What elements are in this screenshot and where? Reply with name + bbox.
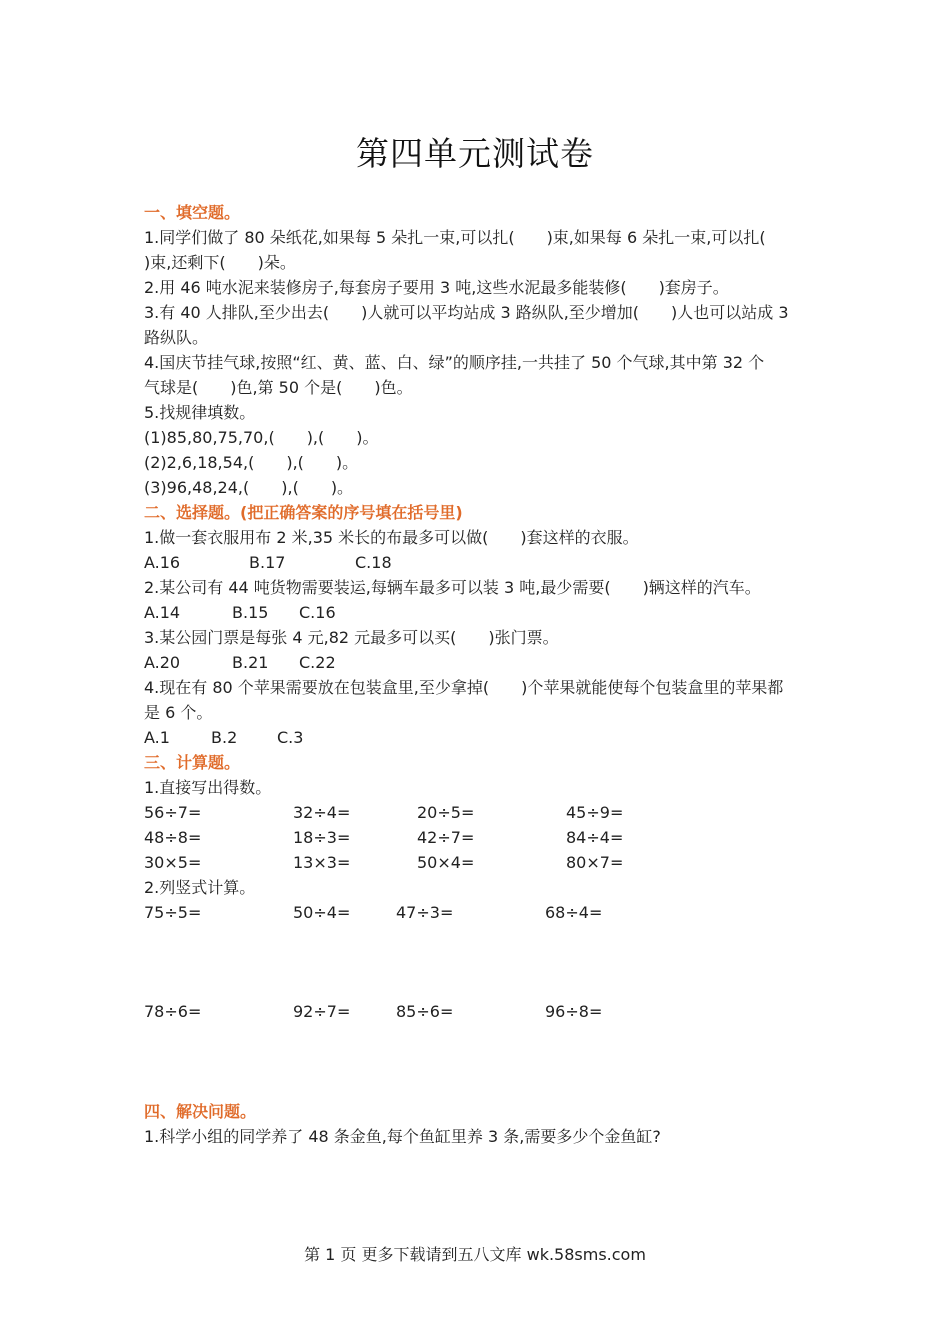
calc-item: 18÷3= (293, 828, 351, 847)
fill-question-4-line-2: 气球是( )色,第 50 个是( )色。 (144, 378, 413, 397)
choice-question-4-line-1: 4.现在有 80 个苹果需要放在包装盒里,至少拿掉( )个苹果就能使每个包装盒里的苹果都 (144, 678, 784, 697)
page-footer: 第 1 页 更多下载请到五八文库 wk.58sms.com (304, 1245, 646, 1264)
choice-4-option-c: C.3 (277, 728, 304, 747)
choice-question-1: 1.做一套衣服用布 2 米,35 米长的布最多可以做( )套这样的衣服。 (144, 528, 639, 547)
calc-question-2: 2.列竖式计算。 (144, 878, 256, 897)
choice-1-option-b: B.17 (249, 553, 286, 572)
choice-2-option-c: C.16 (299, 603, 336, 622)
calc-item: 32÷4= (293, 803, 351, 822)
calc-item: 80×7= (566, 853, 624, 872)
vertical-calc-item: 68÷4= (545, 903, 603, 922)
choice-1-option-a: A.16 (144, 553, 181, 572)
fill-question-3-line-1: 3.有 40 人排队,至少出去( )人就可以平均站成 3 路纵队,至少增加( )人也可以站成 3 (144, 303, 789, 322)
section-heading-calc: 三、计算题。 (144, 753, 241, 772)
fill-question-5-part-2: (2)2,6,18,54,( ),( )。 (144, 453, 359, 472)
calc-item: 84÷4= (566, 828, 624, 847)
choice-2-option-b: B.15 (232, 603, 269, 622)
fill-question-1-line-2: )束,还剩下( )朵。 (144, 253, 296, 272)
fill-question-4-line-1: 4.国庆节挂气球,按照“红、黄、蓝、白、绿”的顺序挂,一共挂了 50 个气球,其中第 32 个 (144, 353, 765, 372)
fill-question-2: 2.用 46 吨水泥来装修房子,每套房子要用 3 吨,这些水泥最多能装修( )套房子。 (144, 278, 729, 297)
choice-3-option-b: B.21 (232, 653, 269, 672)
choice-question-3: 3.某公园门票是每张 4 元,82 元最多可以买( )张门票。 (144, 628, 559, 647)
vertical-calc-item: 75÷5= (144, 903, 202, 922)
choice-3-option-a: A.20 (144, 653, 181, 672)
fill-question-5-part-1: (1)85,80,75,70,( ),( )。 (144, 428, 379, 447)
section-heading-solve: 四、解决问题。 (144, 1102, 257, 1121)
calc-item: 42÷7= (417, 828, 475, 847)
vertical-calc-item: 47÷3= (396, 903, 454, 922)
vertical-calc-item: 96÷8= (545, 1002, 603, 1021)
vertical-calc-item: 85÷6= (396, 1002, 454, 1021)
calc-item: 56÷7= (144, 803, 202, 822)
page-title: 第四单元测试卷 (356, 134, 594, 173)
choice-question-2: 2.某公司有 44 吨货物需要装运,每辆车最多可以装 3 吨,最少需要( )辆这样的汽车。 (144, 578, 761, 597)
solve-question-1: 1.科学小组的同学养了 48 条金鱼,每个鱼缸里养 3 条,需要多少个金鱼缸? (144, 1127, 661, 1146)
choice-4-option-b: B.2 (211, 728, 238, 747)
calc-item: 20÷5= (417, 803, 475, 822)
fill-question-1-line-1: 1.同学们做了 80 朵纸花,如果每 5 朵扎一束,可以扎( )束,如果每 6 朵扎一束,可以扎( (144, 228, 766, 247)
fill-question-5: 5.找规律填数。 (144, 403, 256, 422)
calc-question-1: 1.直接写出得数。 (144, 778, 272, 797)
fill-question-5-part-3: (3)96,48,24,( ),( )。 (144, 478, 354, 497)
choice-3-option-c: C.22 (299, 653, 336, 672)
calc-item: 50×4= (417, 853, 475, 872)
vertical-calc-item: 50÷4= (293, 903, 351, 922)
section-heading-choice: 二、选择题。(把正确答案的序号填在括号里) (144, 503, 463, 522)
calc-item: 13×3= (293, 853, 351, 872)
vertical-calc-item: 92÷7= (293, 1002, 351, 1021)
choice-2-option-a: A.14 (144, 603, 181, 622)
calc-item: 45÷9= (566, 803, 624, 822)
choice-question-4-line-2: 是 6 个。 (144, 703, 213, 722)
calc-item: 30×5= (144, 853, 202, 872)
calc-item: 48÷8= (144, 828, 202, 847)
fill-question-3-line-2: 路纵队。 (144, 328, 209, 347)
choice-1-option-c: C.18 (355, 553, 392, 572)
vertical-calc-item: 78÷6= (144, 1002, 202, 1021)
section-heading-fill: 一、填空题。 (144, 203, 241, 222)
choice-4-option-a: A.1 (144, 728, 170, 747)
